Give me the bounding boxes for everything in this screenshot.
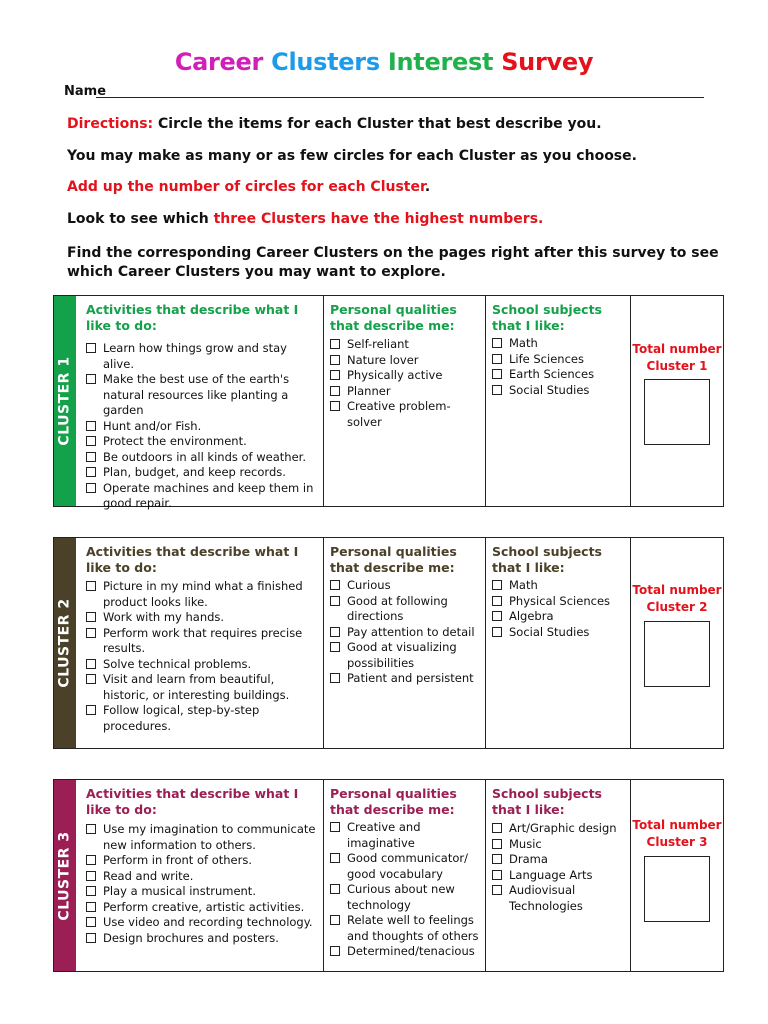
- subject-text: Drama: [509, 852, 548, 866]
- checkbox[interactable]: [86, 421, 96, 431]
- cluster-2-panel: [53, 537, 724, 749]
- subject-text: Math: [509, 578, 538, 592]
- checkbox[interactable]: [86, 452, 96, 462]
- subject-text: Music: [509, 836, 542, 851]
- subjects-list: [492, 336, 628, 398]
- quality-text: Nature lover: [347, 352, 419, 367]
- quality-text: Creative and imaginative: [347, 820, 421, 850]
- qualities-list: [330, 820, 482, 960]
- cluster-band-label: CLUSTER 2: [57, 598, 73, 688]
- checkbox[interactable]: [492, 870, 502, 880]
- activity-text: Operate machines and keep them in good repair.: [103, 480, 314, 510]
- checkbox[interactable]: [86, 612, 96, 622]
- subjects-header: School subjects that I like:: [492, 302, 602, 333]
- checkbox[interactable]: [492, 338, 502, 348]
- activity-item[interactable]: [86, 372, 318, 419]
- quality-text: Relate well to feelings and thoughts of others: [347, 913, 479, 943]
- activity-item[interactable]: [86, 419, 318, 435]
- activity-text: Learn how things grow and stay alive.: [103, 341, 287, 371]
- subject-item[interactable]: [492, 821, 628, 837]
- title-word: Clusters: [271, 48, 380, 76]
- activity-text: Perform creative, artistic activities.: [103, 899, 305, 914]
- checkbox[interactable]: [86, 436, 96, 446]
- total-input-box[interactable]: [644, 856, 710, 922]
- instruction-line-2: You may make as many or as few circles for each Cluster as you choose.: [67, 148, 637, 164]
- quality-item[interactable]: [330, 640, 482, 671]
- total-label-line1: Total number: [632, 818, 722, 832]
- checkbox[interactable]: [86, 902, 96, 912]
- subject-item[interactable]: [492, 367, 628, 383]
- subject-item[interactable]: [492, 336, 628, 352]
- activity-text: Follow logical, step-by-step procedures.: [103, 703, 260, 733]
- subjects-list: [492, 578, 628, 640]
- subject-text: Life Sciences: [509, 351, 584, 366]
- subjects-list: [492, 821, 628, 914]
- checkbox[interactable]: [86, 581, 96, 591]
- checkbox[interactable]: [330, 386, 340, 396]
- activity-item[interactable]: [86, 672, 318, 703]
- activity-item[interactable]: [86, 657, 318, 673]
- activities-column: [76, 538, 324, 748]
- checkbox[interactable]: [492, 854, 502, 864]
- subject-text: Audiovisual Technologies: [509, 883, 583, 913]
- quality-item[interactable]: [330, 671, 482, 687]
- subject-item[interactable]: [492, 578, 628, 594]
- activities-column: [76, 780, 324, 971]
- qualities-list: [330, 578, 482, 687]
- qualities-header: Personal qualities that describe me:: [330, 544, 457, 575]
- activity-item[interactable]: [86, 434, 318, 450]
- instruction-line-5: Find the corresponding Career Clusters on the pages right after this survey to see which Career Clusters you may want to explore.: [67, 245, 719, 280]
- quality-item[interactable]: [330, 337, 482, 353]
- subjects-column: [486, 296, 631, 506]
- checkbox[interactable]: [86, 483, 96, 493]
- activity-text: Picture in my mind what a finished product looks like.: [103, 579, 303, 609]
- total-label-line2: Cluster 1: [646, 359, 708, 373]
- quality-text: Determined/tenacious: [347, 944, 475, 958]
- total-label-line2: Cluster 3: [646, 835, 708, 849]
- checkbox[interactable]: [330, 401, 340, 411]
- activity-text: Hunt and/or Fish.: [103, 418, 202, 433]
- activities-header: Activities that describe what I like to do:: [86, 544, 299, 575]
- checkbox[interactable]: [86, 933, 96, 943]
- activity-item[interactable]: [86, 481, 318, 512]
- subject-item[interactable]: [492, 383, 628, 399]
- activity-item[interactable]: [86, 822, 318, 853]
- quality-item[interactable]: [330, 368, 482, 384]
- checkbox[interactable]: [492, 823, 502, 833]
- quality-item[interactable]: [330, 594, 482, 625]
- activity-item[interactable]: [86, 341, 318, 372]
- activity-item[interactable]: [86, 579, 318, 610]
- activity-item[interactable]: [86, 450, 318, 466]
- activity-text: Make the best use of the earth's natural resources like planting a garden: [103, 372, 290, 417]
- activity-item[interactable]: [86, 703, 318, 734]
- subject-item[interactable]: [492, 594, 628, 610]
- quality-text: Planner: [347, 383, 391, 398]
- directions-line: [67, 115, 727, 134]
- checkbox[interactable]: [330, 673, 340, 683]
- checkbox[interactable]: [86, 855, 96, 865]
- activities-header: Activities that describe what I like to do:: [86, 302, 299, 333]
- instruction-line-4-highlight: three Clusters have the highest numbers.: [213, 211, 544, 227]
- checkbox[interactable]: [330, 596, 340, 606]
- checkbox[interactable]: [86, 674, 96, 684]
- quality-item[interactable]: [330, 820, 482, 851]
- total-label-line2: Cluster 2: [646, 600, 708, 614]
- activity-item[interactable]: [86, 884, 318, 900]
- quality-text: Patient and persistent: [347, 671, 474, 685]
- quality-item[interactable]: [330, 913, 482, 944]
- subjects-column: [486, 780, 631, 971]
- activities-column: [76, 296, 324, 510]
- activity-item[interactable]: [86, 869, 318, 885]
- checkbox[interactable]: [86, 886, 96, 896]
- checkbox[interactable]: [492, 369, 502, 379]
- checkbox[interactable]: [330, 580, 340, 590]
- subject-item[interactable]: [492, 868, 628, 884]
- qualities-header: Personal qualities that describe me:: [330, 302, 457, 333]
- activity-text: Perform in front of others.: [103, 853, 252, 867]
- quality-text: Physically active: [347, 368, 443, 382]
- activity-item[interactable]: [86, 465, 318, 481]
- cluster-3-panel: [53, 779, 724, 972]
- subject-text: Social Studies: [509, 382, 590, 397]
- title-word: Career: [174, 48, 264, 76]
- activity-text: Solve technical problems.: [103, 656, 252, 671]
- quality-text: Curious: [347, 578, 391, 592]
- checkbox[interactable]: [86, 467, 96, 477]
- activity-text: Use video and recording technology.: [103, 915, 313, 929]
- checkbox[interactable]: [330, 370, 340, 380]
- cluster-1-panel: [53, 295, 724, 510]
- name-field-line[interactable]: [96, 97, 704, 98]
- checkbox[interactable]: [86, 917, 96, 927]
- qualities-column: [324, 780, 486, 971]
- quality-text: Creative problem-solver: [347, 399, 451, 429]
- quality-item[interactable]: [330, 625, 482, 641]
- activity-text: Visit and learn from beautiful, historic, or interesting buildings.: [103, 672, 290, 702]
- activity-text: Plan, budget, and keep records.: [103, 465, 286, 479]
- total-label-line1: Total number: [632, 583, 722, 597]
- total-label: [631, 341, 723, 375]
- activities-list: [86, 341, 318, 512]
- total-column: [631, 780, 723, 971]
- checkbox[interactable]: [330, 822, 340, 832]
- quality-item[interactable]: [330, 353, 482, 369]
- cluster-band-label: CLUSTER 3: [57, 830, 73, 921]
- total-column: [631, 538, 723, 748]
- total-input-box[interactable]: [644, 621, 710, 687]
- checkbox[interactable]: [492, 580, 502, 590]
- checkbox[interactable]: [86, 343, 96, 353]
- directions-text: Circle the items for each Cluster that best describe you.: [158, 116, 602, 132]
- checkbox[interactable]: [86, 705, 96, 715]
- subject-item[interactable]: [492, 852, 628, 868]
- quality-text: Pay attention to detail: [347, 624, 475, 639]
- subject-text: Physical Sciences: [509, 593, 611, 608]
- subject-text: Algebra: [509, 609, 554, 623]
- title-word: Survey: [501, 48, 594, 76]
- instruction-line-3-end: .: [424, 179, 431, 195]
- subject-text: Social Studies: [509, 624, 590, 639]
- subject-text: Language Arts: [509, 867, 593, 882]
- checkbox[interactable]: [86, 659, 96, 669]
- activities-list: [86, 579, 318, 734]
- subjects-column: [486, 538, 631, 748]
- subject-item[interactable]: [492, 837, 628, 853]
- name-label: Name: [64, 84, 107, 99]
- activities-list: [86, 822, 318, 946]
- total-input-box[interactable]: [644, 379, 710, 445]
- cluster-band-label: CLUSTER 1: [57, 356, 73, 446]
- instruction-line-4-start: Look to see which: [67, 211, 214, 227]
- checkbox[interactable]: [86, 871, 96, 881]
- quality-text: Good communicator/ good vocabulary: [347, 851, 468, 881]
- subject-item[interactable]: [492, 883, 628, 914]
- survey-title: [0, 48, 768, 76]
- quality-item[interactable]: [330, 851, 482, 882]
- checkbox[interactable]: [330, 642, 340, 652]
- subject-text: Earth Sciences: [509, 367, 595, 381]
- instruction-line-3: [67, 178, 727, 197]
- quality-item[interactable]: [330, 384, 482, 400]
- quality-text: Good at following directions: [347, 593, 448, 623]
- qualities-column: [324, 538, 486, 748]
- quality-item[interactable]: [330, 399, 482, 430]
- activity-item[interactable]: [86, 931, 318, 947]
- activity-item[interactable]: [86, 915, 318, 931]
- quality-text: Self-reliant: [347, 337, 409, 351]
- checkbox[interactable]: [330, 853, 340, 863]
- total-column: [631, 296, 723, 506]
- total-label-line1: Total number: [632, 342, 722, 356]
- qualities-header: Personal qualities that describe me:: [330, 786, 457, 817]
- checkbox[interactable]: [330, 915, 340, 925]
- activity-text: Design brochures and posters.: [103, 930, 279, 945]
- checkbox[interactable]: [492, 611, 502, 621]
- subject-text: Art/Graphic design: [509, 821, 617, 835]
- quality-text: Good at visualizing possibilities: [347, 640, 457, 670]
- checkbox[interactable]: [86, 374, 96, 384]
- cluster-band: [54, 780, 76, 971]
- total-label: [631, 582, 723, 616]
- total-label: [631, 817, 723, 851]
- checkbox[interactable]: [86, 628, 96, 638]
- checkbox[interactable]: [492, 385, 502, 395]
- activity-item[interactable]: [86, 853, 318, 869]
- checkbox[interactable]: [492, 354, 502, 364]
- checkbox[interactable]: [330, 884, 340, 894]
- checkbox[interactable]: [330, 627, 340, 637]
- activities-header: Activities that describe what I like to do:: [86, 786, 299, 817]
- activity-text: Perform work that requires precise results.: [103, 625, 303, 655]
- checkbox[interactable]: [330, 946, 340, 956]
- subject-item[interactable]: [492, 609, 628, 625]
- subjects-header: School subjects that I like:: [492, 786, 602, 817]
- checkbox[interactable]: [86, 824, 96, 834]
- checkbox[interactable]: [330, 339, 340, 349]
- instruction-line-4: [67, 210, 727, 229]
- quality-item[interactable]: [330, 944, 482, 960]
- qualities-column: [324, 296, 486, 506]
- subject-item[interactable]: [492, 352, 628, 368]
- activity-text: Work with my hands.: [103, 610, 225, 624]
- activity-item[interactable]: [86, 900, 318, 916]
- directions-label: Directions:: [67, 116, 154, 132]
- activity-text: Use my imagination to communicate new information to others.: [103, 822, 316, 852]
- cluster-band: [54, 538, 76, 748]
- cluster-band: [54, 296, 76, 506]
- checkbox[interactable]: [330, 355, 340, 365]
- quality-item[interactable]: [330, 882, 482, 913]
- title-word: Interest: [387, 48, 494, 76]
- instruction-line-3-text: Add up the number of circles for each Cluster: [67, 179, 425, 195]
- activity-text: Read and write.: [103, 868, 194, 883]
- qualities-list: [330, 337, 482, 430]
- checkbox[interactable]: [492, 627, 502, 637]
- activity-item[interactable]: [86, 610, 318, 626]
- quality-item[interactable]: [330, 578, 482, 594]
- subjects-header: School subjects that I like:: [492, 544, 602, 575]
- activity-item[interactable]: [86, 626, 318, 657]
- subject-item[interactable]: [492, 625, 628, 641]
- activity-text: Protect the environment.: [103, 434, 247, 448]
- activity-text: Play a musical instrument.: [103, 884, 256, 898]
- checkbox[interactable]: [492, 839, 502, 849]
- checkbox[interactable]: [492, 885, 502, 895]
- checkbox[interactable]: [492, 596, 502, 606]
- activity-text: Be outdoors in all kinds of weather.: [103, 449, 306, 464]
- quality-text: Curious about new technology: [347, 882, 455, 912]
- subject-text: Math: [509, 336, 538, 350]
